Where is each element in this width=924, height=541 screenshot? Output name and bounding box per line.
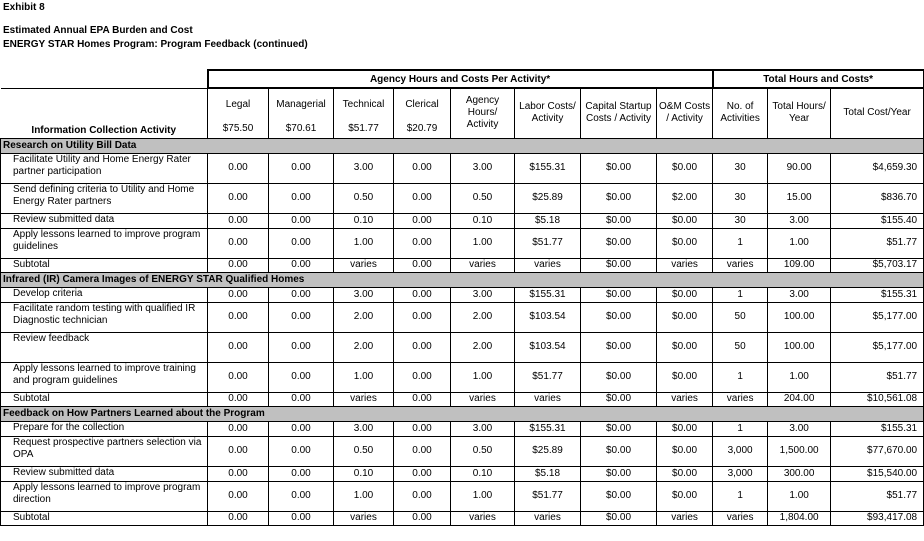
clerical-cell: 0.00 xyxy=(394,213,451,228)
activity-column-header: Information Collection Activity xyxy=(1,88,208,138)
labor-cost-cell: varies xyxy=(515,258,581,272)
total-hours-cell: 109.00 xyxy=(768,258,831,272)
table-row xyxy=(1,466,924,481)
technical-cell: 1.00 xyxy=(334,228,394,258)
total-cost-cell: $5,177.00 xyxy=(831,302,924,332)
exhibit-label: Exhibit 8 xyxy=(3,2,45,13)
agency-hours-cell: varies xyxy=(451,258,515,272)
clerical-cell: 0.00 xyxy=(394,258,451,272)
managerial-column-header xyxy=(269,88,334,138)
total-hours-cell: 100.00 xyxy=(768,302,831,332)
capital-cost-cell: $0.00 xyxy=(581,436,657,466)
activities-count-cell: 3,000 xyxy=(713,436,768,466)
table-row xyxy=(1,332,924,362)
activities-count-cell: 30 xyxy=(713,213,768,228)
om-cost-cell: varies xyxy=(657,258,713,272)
activity-cell: Apply lessons learned to improve program guidelines xyxy=(1,228,208,258)
om-cost-cell: $0.00 xyxy=(657,436,713,466)
table-row xyxy=(1,213,924,228)
managerial-cell: 0.00 xyxy=(269,302,334,332)
activity-cell: Review submitted data xyxy=(1,466,208,481)
total-hours-cell: 204.00 xyxy=(768,392,831,406)
capital-cost-cell: $0.00 xyxy=(581,511,657,525)
om-cost-cell: $2.00 xyxy=(657,183,713,213)
clerical-cell: 0.00 xyxy=(394,332,451,362)
activities-count-cell: 1 xyxy=(713,287,768,302)
legal-cell: 0.00 xyxy=(208,213,269,228)
subtotal-row xyxy=(1,258,924,272)
activities-count-cell: 30 xyxy=(713,183,768,213)
total-cost-cell: $836.70 xyxy=(831,183,924,213)
total-hours-cell: 1,500.00 xyxy=(768,436,831,466)
total-cost-cell: $77,670.00 xyxy=(831,436,924,466)
capital-costs-column-header: Capital Startup Costs / Activity xyxy=(581,88,657,138)
clerical-cell: 0.00 xyxy=(394,183,451,213)
capital-cost-cell: $0.00 xyxy=(581,183,657,213)
om-cost-cell: $0.00 xyxy=(657,362,713,392)
activities-count-cell: 1 xyxy=(713,481,768,511)
managerial-rate: $70.61 xyxy=(285,123,317,134)
total-hours-cell: 90.00 xyxy=(768,153,831,183)
total-hours-cell: 1,804.00 xyxy=(768,511,831,525)
labor-cost-cell: $5.18 xyxy=(515,213,581,228)
total-cost-cell: $4,659.30 xyxy=(831,153,924,183)
technical-cell: 3.00 xyxy=(334,153,394,183)
om-cost-cell: $0.00 xyxy=(657,421,713,436)
activities-count-cell: varies xyxy=(713,258,768,272)
legal-column-header xyxy=(208,88,269,138)
activities-count-cell: 50 xyxy=(713,302,768,332)
technical-cell: 1.00 xyxy=(334,362,394,392)
technical-cell: varies xyxy=(334,258,394,272)
legal-rate: $75.50 xyxy=(222,123,254,134)
agency-hours-cell: varies xyxy=(451,392,515,406)
total-hours-column-header: Total Hours/ Year xyxy=(768,88,831,138)
activity-cell: Apply lessons learned to improve training and program guidelines xyxy=(1,362,208,392)
labor-cost-cell: $155.31 xyxy=(515,287,581,302)
activity-cell: Develop criteria xyxy=(1,287,208,302)
technical-cell: 0.10 xyxy=(334,466,394,481)
managerial-cell: 0.00 xyxy=(269,436,334,466)
blank-header-cell xyxy=(1,70,208,88)
table-row xyxy=(1,302,924,332)
section-title: Feedback on How Partners Learned about the Program xyxy=(1,406,924,421)
total-hours-cell: 1.00 xyxy=(768,228,831,258)
total-cost-column-header: Total Cost/Year xyxy=(831,88,924,138)
agency-hours-column-header: Agency Hours/ Activity xyxy=(451,88,515,138)
activities-count-cell: 1 xyxy=(713,362,768,392)
technical-column-header xyxy=(334,88,394,138)
activity-cell: Review submitted data xyxy=(1,213,208,228)
legal-cell: 0.00 xyxy=(208,287,269,302)
subtotal-row xyxy=(1,392,924,406)
managerial-cell: 0.00 xyxy=(269,183,334,213)
activity-cell: Facilitate random testing with qualified IR Diagnostic technician xyxy=(1,302,208,332)
managerial-cell: 0.00 xyxy=(269,466,334,481)
table-row xyxy=(1,183,924,213)
activity-cell: Prepare for the collection xyxy=(1,421,208,436)
capital-cost-cell: $0.00 xyxy=(581,287,657,302)
labor-cost-cell: $5.18 xyxy=(515,466,581,481)
labor-cost-cell: $155.31 xyxy=(515,421,581,436)
clerical-cell: 0.00 xyxy=(394,511,451,525)
capital-cost-cell: $0.00 xyxy=(581,228,657,258)
technical-cell: 0.50 xyxy=(334,183,394,213)
capital-cost-cell: $0.00 xyxy=(581,421,657,436)
om-cost-cell: $0.00 xyxy=(657,153,713,183)
clerical-cell: 0.00 xyxy=(394,436,451,466)
total-hours-cell: 1.00 xyxy=(768,481,831,511)
labor-cost-cell: $25.89 xyxy=(515,436,581,466)
om-cost-cell: $0.00 xyxy=(657,213,713,228)
total-cost-cell: $10,561.08 xyxy=(831,392,924,406)
activities-count-cell: varies xyxy=(713,511,768,525)
agency-hours-cell: 0.50 xyxy=(451,436,515,466)
legal-cell: 0.00 xyxy=(208,258,269,272)
labor-cost-cell: varies xyxy=(515,392,581,406)
column-header-row xyxy=(1,88,924,138)
table-row xyxy=(1,287,924,302)
legal-cell: 0.00 xyxy=(208,362,269,392)
capital-cost-cell: $0.00 xyxy=(581,362,657,392)
clerical-cell: 0.00 xyxy=(394,362,451,392)
labor-cost-cell: $51.77 xyxy=(515,228,581,258)
agency-hours-cell: 1.00 xyxy=(451,362,515,392)
title-line-1: Estimated Annual EPA Burden and Cost xyxy=(3,25,193,36)
managerial-cell: 0.00 xyxy=(269,213,334,228)
activities-count-cell: 50 xyxy=(713,332,768,362)
labor-cost-cell: varies xyxy=(515,511,581,525)
om-cost-cell: varies xyxy=(657,511,713,525)
capital-cost-cell: $0.00 xyxy=(581,258,657,272)
total-cost-cell: $155.40 xyxy=(831,213,924,228)
agency-group-header: Agency Hours and Costs Per Activity* xyxy=(208,70,713,88)
activities-count-cell: 3,000 xyxy=(713,466,768,481)
labor-cost-cell: $51.77 xyxy=(515,362,581,392)
activities-count-cell: varies xyxy=(713,392,768,406)
totals-group-header: Total Hours and Costs* xyxy=(713,70,924,88)
labor-cost-cell: $25.89 xyxy=(515,183,581,213)
legal-cell: 0.00 xyxy=(208,421,269,436)
labor-cost-cell: $51.77 xyxy=(515,481,581,511)
title-line-2: ENERGY STAR Homes Program: Program Feedback (continued) xyxy=(3,39,308,50)
capital-cost-cell: $0.00 xyxy=(581,392,657,406)
legal-cell: 0.00 xyxy=(208,436,269,466)
technical-cell: 3.00 xyxy=(334,421,394,436)
activities-count-cell: 30 xyxy=(713,153,768,183)
section-title: Research on Utility Bill Data xyxy=(1,138,924,153)
managerial-cell: 0.00 xyxy=(269,511,334,525)
subtotal-row xyxy=(1,511,924,525)
technical-cell: varies xyxy=(334,392,394,406)
capital-cost-cell: $0.00 xyxy=(581,213,657,228)
section-header-row xyxy=(1,272,924,287)
labor-cost-cell: $155.31 xyxy=(515,153,581,183)
technical-cell: 0.50 xyxy=(334,436,394,466)
subtotal-label: Subtotal xyxy=(1,258,208,272)
clerical-label: Clerical xyxy=(405,99,439,110)
total-hours-cell: 15.00 xyxy=(768,183,831,213)
labor-costs-column-header: Labor Costs/ Activity xyxy=(515,88,581,138)
technical-cell: varies xyxy=(334,511,394,525)
managerial-cell: 0.00 xyxy=(269,332,334,362)
total-cost-cell: $155.31 xyxy=(831,421,924,436)
capital-cost-cell: $0.00 xyxy=(581,302,657,332)
om-cost-cell: $0.00 xyxy=(657,228,713,258)
legal-cell: 0.00 xyxy=(208,302,269,332)
labor-cost-cell: $103.54 xyxy=(515,332,581,362)
activities-count-cell: 1 xyxy=(713,228,768,258)
table-row xyxy=(1,421,924,436)
capital-cost-cell: $0.00 xyxy=(581,153,657,183)
total-cost-cell: $155.31 xyxy=(831,287,924,302)
clerical-cell: 0.00 xyxy=(394,302,451,332)
om-cost-cell: $0.00 xyxy=(657,466,713,481)
activity-cell: Review feedback xyxy=(1,332,208,362)
technical-label: Technical xyxy=(342,99,385,110)
om-cost-cell: $0.00 xyxy=(657,302,713,332)
clerical-rate: $20.79 xyxy=(406,123,438,134)
legal-cell: 0.00 xyxy=(208,332,269,362)
total-hours-cell: 1.00 xyxy=(768,362,831,392)
legal-cell: 0.00 xyxy=(208,183,269,213)
agency-hours-cell: 0.10 xyxy=(451,213,515,228)
agency-hours-cell: 3.00 xyxy=(451,421,515,436)
section-header-row xyxy=(1,138,924,153)
activity-cell: Facilitate Utility and Home Energy Rater partner participation xyxy=(1,153,208,183)
legal-cell: 0.00 xyxy=(208,466,269,481)
agency-hours-cell: 1.00 xyxy=(451,228,515,258)
om-cost-cell: varies xyxy=(657,392,713,406)
subtotal-label: Subtotal xyxy=(1,392,208,406)
table-body xyxy=(1,138,924,525)
agency-hours-cell: 3.00 xyxy=(451,287,515,302)
legal-label: Legal xyxy=(225,99,251,110)
om-cost-cell: $0.00 xyxy=(657,332,713,362)
agency-hours-cell: 2.00 xyxy=(451,332,515,362)
om-cost-cell: $0.00 xyxy=(657,287,713,302)
total-cost-cell: $51.77 xyxy=(831,362,924,392)
clerical-cell: 0.00 xyxy=(394,466,451,481)
technical-cell: 1.00 xyxy=(334,481,394,511)
total-cost-cell: $51.77 xyxy=(831,481,924,511)
legal-cell: 0.00 xyxy=(208,153,269,183)
table-row xyxy=(1,362,924,392)
activities-column-header: No. of Activities xyxy=(713,88,768,138)
managerial-cell: 0.00 xyxy=(269,228,334,258)
managerial-cell: 0.00 xyxy=(269,287,334,302)
total-hours-cell: 300.00 xyxy=(768,466,831,481)
clerical-cell: 0.00 xyxy=(394,392,451,406)
capital-cost-cell: $0.00 xyxy=(581,466,657,481)
technical-cell: 2.00 xyxy=(334,332,394,362)
total-cost-cell: $15,540.00 xyxy=(831,466,924,481)
activity-cell: Apply lessons learned to improve program direction xyxy=(1,481,208,511)
legal-cell: 0.00 xyxy=(208,511,269,525)
section-header-row xyxy=(1,406,924,421)
subtotal-label: Subtotal xyxy=(1,511,208,525)
om-costs-column-header: O&M Costs / Activity xyxy=(657,88,713,138)
total-hours-cell: 3.00 xyxy=(768,213,831,228)
legal-cell: 0.00 xyxy=(208,392,269,406)
capital-cost-cell: $0.00 xyxy=(581,481,657,511)
agency-hours-cell: 3.00 xyxy=(451,153,515,183)
agency-hours-cell: 0.10 xyxy=(451,466,515,481)
table-row xyxy=(1,153,924,183)
total-cost-cell: $93,417.08 xyxy=(831,511,924,525)
technical-cell: 2.00 xyxy=(334,302,394,332)
technical-rate: $51.77 xyxy=(348,123,379,134)
table-row xyxy=(1,228,924,258)
managerial-cell: 0.00 xyxy=(269,362,334,392)
technical-cell: 3.00 xyxy=(334,287,394,302)
total-hours-cell: 3.00 xyxy=(768,421,831,436)
activities-count-cell: 1 xyxy=(713,421,768,436)
clerical-column-header xyxy=(394,88,451,138)
technical-cell: 0.10 xyxy=(334,213,394,228)
clerical-cell: 0.00 xyxy=(394,287,451,302)
managerial-cell: 0.00 xyxy=(269,392,334,406)
clerical-cell: 0.00 xyxy=(394,228,451,258)
clerical-cell: 0.00 xyxy=(394,481,451,511)
group-header-row xyxy=(1,70,924,88)
table-row xyxy=(1,481,924,511)
table-row xyxy=(1,436,924,466)
legal-cell: 0.00 xyxy=(208,228,269,258)
managerial-cell: 0.00 xyxy=(269,481,334,511)
capital-cost-cell: $0.00 xyxy=(581,332,657,362)
total-cost-cell: $5,177.00 xyxy=(831,332,924,362)
agency-hours-cell: 0.50 xyxy=(451,183,515,213)
section-title: Infrared (IR) Camera Images of ENERGY STAR Qualified Homes xyxy=(1,272,924,287)
total-hours-cell: 3.00 xyxy=(768,287,831,302)
managerial-cell: 0.00 xyxy=(269,258,334,272)
burden-cost-table xyxy=(0,69,924,526)
activity-cell: Send defining criteria to Utility and Home Energy Rater partners xyxy=(1,183,208,213)
managerial-cell: 0.00 xyxy=(269,421,334,436)
om-cost-cell: $0.00 xyxy=(657,481,713,511)
clerical-cell: 0.00 xyxy=(394,421,451,436)
total-cost-cell: $51.77 xyxy=(831,228,924,258)
agency-hours-cell: 1.00 xyxy=(451,481,515,511)
total-hours-cell: 100.00 xyxy=(768,332,831,362)
managerial-label: Managerial xyxy=(276,99,326,110)
clerical-cell: 0.00 xyxy=(394,153,451,183)
legal-cell: 0.00 xyxy=(208,481,269,511)
labor-cost-cell: $103.54 xyxy=(515,302,581,332)
managerial-cell: 0.00 xyxy=(269,153,334,183)
agency-hours-cell: 2.00 xyxy=(451,302,515,332)
agency-hours-cell: varies xyxy=(451,511,515,525)
activity-cell: Request prospective partners selection via OPA xyxy=(1,436,208,466)
total-cost-cell: $5,703.17 xyxy=(831,258,924,272)
